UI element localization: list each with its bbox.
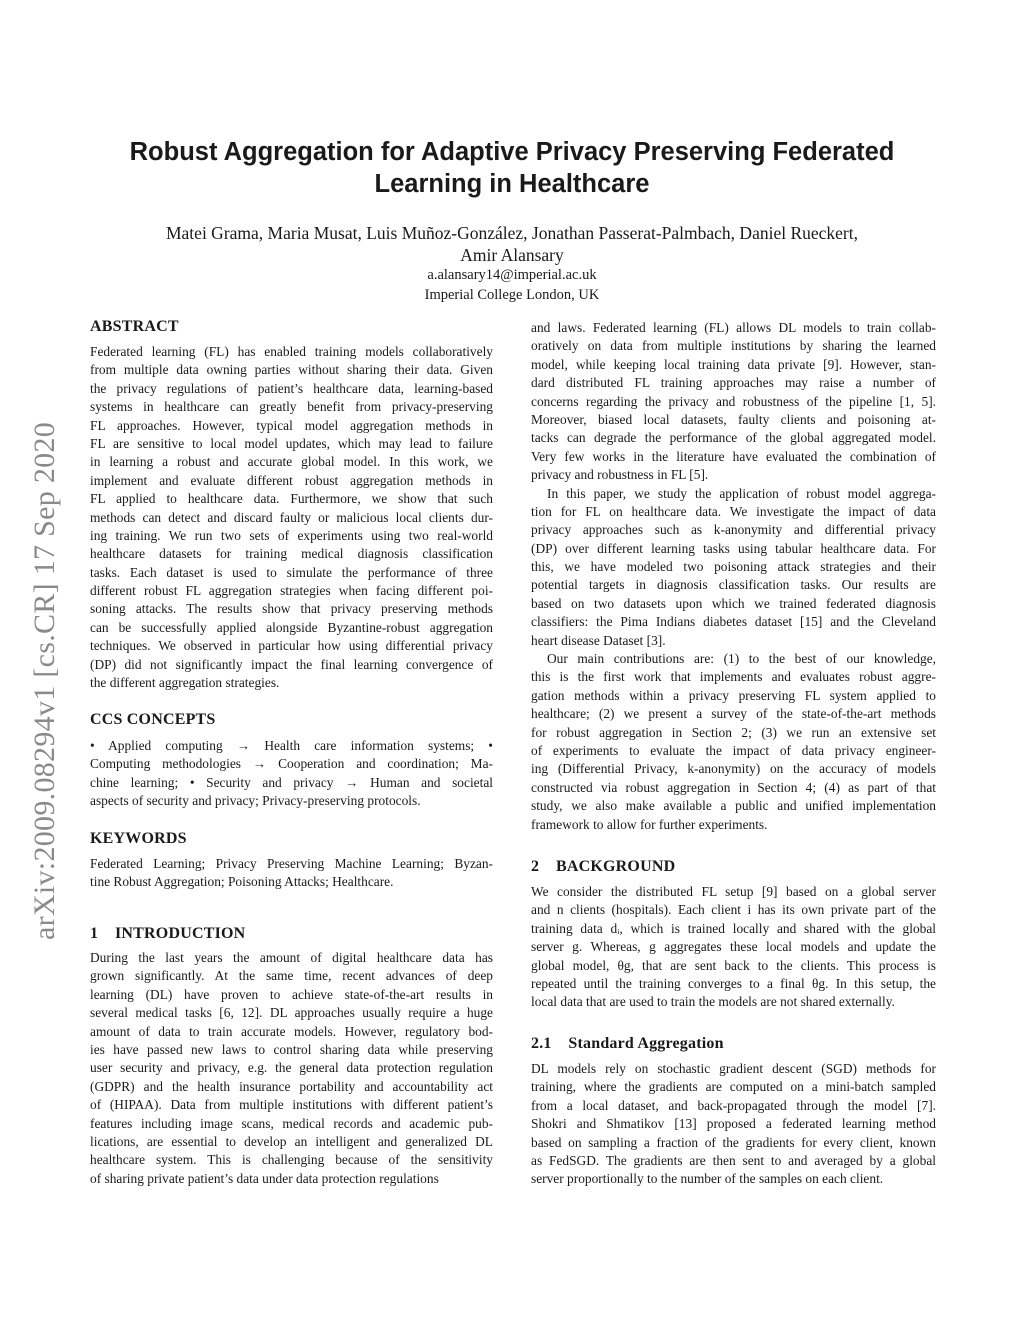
text-line: Computing methodologies → Cooperation and coordination; Ma- xyxy=(90,756,493,772)
text-line: oratively on data from multiple institutions by sharing the learned xyxy=(531,338,936,354)
text-line: gation methods within a privacy preserving FL system applied to xyxy=(531,687,936,703)
text-line: global model, θg, that are sent back to the clients. This process is xyxy=(531,957,936,973)
text-line: healthcare datasets for training medical diagnosis classification xyxy=(90,546,493,562)
text-line: dard distributed FL training approaches may raise a number of xyxy=(531,375,936,391)
text-line: chine learning; • Security and privacy → Human and societal xyxy=(90,774,493,790)
text-line: ing (Differential Privacy, k-anonymity) on the accuracy of models xyxy=(531,761,936,777)
keywords-heading: KEYWORDS xyxy=(90,830,187,847)
abstract-body xyxy=(90,343,493,692)
text-line: repeated until the training converges to a final θg. In this setup, the xyxy=(531,975,936,991)
standard-aggregation-heading: 2.1 Standard Aggregation xyxy=(531,1035,724,1052)
text-line: soning attacks. The results show that privacy preserving methods xyxy=(90,601,493,617)
text-line: aspects of security and privacy; Privacy-preserving protocols. xyxy=(90,793,421,809)
text-line: healthcare; (2) we present a survey of the state-of-the-art methods xyxy=(531,706,936,722)
text-line: this, we have modeled two poisoning attack strategies and their xyxy=(531,559,936,575)
text-line: the privacy regulations of patient’s healthcare data, learning-based xyxy=(90,380,493,396)
text-line: study, we also make available a public and unified implementation xyxy=(531,798,936,814)
text-line: (DP) did not significantly impact the final learning convergence of xyxy=(90,656,493,672)
text-line: several medical tasks [6, 12]. DL approaches usually require a huge xyxy=(90,1005,493,1021)
text-line: potential targets in diagnosis classification tasks. Our results are xyxy=(531,577,936,593)
text-line: In this paper, we study the application of robust model aggrega- xyxy=(547,485,936,501)
text-line: methods can detect and discard faulty or malicious local clients dur- xyxy=(90,509,493,525)
background-heading: 2 BACKGROUND xyxy=(531,858,676,875)
text-line: of experiments to evaluate the impact of data privacy engineer- xyxy=(531,742,936,758)
abstract-heading: ABSTRACT xyxy=(90,318,179,335)
author-list xyxy=(0,222,1024,266)
author-line: Matei Grama, Maria Musat, Luis Muñoz-González, Jonathan Passerat-Palmbach, Daniel Rueckert, xyxy=(165,223,858,243)
text-line: Very few works in the literature have evaluated the combination of xyxy=(531,448,936,464)
title-line: Robust Aggregation for Adaptive Privacy Preserving Federated xyxy=(129,138,895,166)
text-line: tion for FL on healthcare data. We investigate the impact of data xyxy=(531,503,936,519)
author-line: Amir Alansary xyxy=(460,245,564,265)
text-line: features including image scans, medical records and academic pub- xyxy=(90,1115,493,1131)
text-line: constructed via robust aggregation in Section 4; (4) as part of that xyxy=(531,779,936,795)
text-line: training, where the gradients are computed on a mini-batch sampled xyxy=(531,1079,936,1095)
text-line: During the last years the amount of digital healthcare data has xyxy=(90,950,493,965)
text-line: of (HIPAA). Data from multiple institutions with different patient’s xyxy=(90,1097,493,1113)
text-line: FL are sensitive to local model updates, which may lead to failure xyxy=(90,435,493,451)
keywords-body xyxy=(90,855,493,892)
text-line: user security and privacy, e.g. the general data protection regulation xyxy=(90,1060,493,1076)
text-line: the different aggregation strategies. xyxy=(90,675,280,691)
text-line: FL approaches. However, typical model aggregation methods in xyxy=(90,417,493,433)
introduction-body xyxy=(90,949,493,1188)
text-line: and laws. Federated learning (FL) allows DL models to train collab- xyxy=(531,320,936,335)
text-line: server g. Whereas, g aggregates these local models and update the xyxy=(531,939,936,955)
text-line: learning (DL) have proven to achieve state-of-the-art results in xyxy=(90,986,493,1002)
text-line: classifiers: the Pima Indians diabetes dataset [15] and the Cleveland xyxy=(531,614,936,630)
text-line: Federated learning (FL) has enabled training models collaboratively xyxy=(90,344,493,359)
text-line: • Applied computing → Health care information systems; • xyxy=(90,738,493,753)
text-line: privacy approaches such as k-anonymity and differential privacy xyxy=(531,522,936,538)
text-line: tacks can degrade the performance of the global aggregated model. xyxy=(531,430,936,446)
text-line: DL models rely on stochastic gradient descent (SGD) methods for xyxy=(531,1061,936,1076)
text-line: Our main contributions are: (1) to the best of our knowledge, xyxy=(547,651,936,667)
text-line: ing training. We run two sets of experiments using two real-world xyxy=(90,527,493,543)
text-line: from a local dataset, and back-propagated through the model [7]. xyxy=(531,1097,936,1113)
text-line: Shokri and Shmatikov [13] proposed a federated learning method xyxy=(531,1116,936,1132)
title-line: Learning in Healthcare xyxy=(374,170,650,198)
background-body xyxy=(531,883,936,1012)
text-line: model, while keeping local training data private [9]. However, stan- xyxy=(531,356,936,372)
text-line: of sharing private patient’s data under data protection regulations xyxy=(90,1170,439,1186)
text-line: amount of data to train accurate models. However, regulatory bod- xyxy=(90,1023,493,1039)
introduction-continued xyxy=(531,319,936,834)
text-line: lications, are essential to develop an intelligent and generalized DL xyxy=(90,1133,493,1149)
text-line: based on two datasets upon which we trained federated diagnosis xyxy=(531,595,936,611)
text-line: We consider the distributed FL setup [9] based on a global server xyxy=(531,884,936,899)
text-line: grown significantly. At the same time, recent advances of deep xyxy=(90,968,493,984)
ccs-body xyxy=(90,737,493,811)
ccs-heading: CCS CONCEPTS xyxy=(90,711,216,728)
text-line: implement and evaluate different robust aggregation methods in xyxy=(90,472,493,488)
text-line: Federated Learning; Privacy Preserving Machine Learning; Byzan- xyxy=(90,856,493,871)
text-line: concerns regarding the privacy and robustness of the pipeline [1, 5]. xyxy=(531,393,936,409)
text-line: Moreover, biased local datasets, faulty clients and poisoning at- xyxy=(531,411,936,427)
text-line: heart disease Dataset [3]. xyxy=(531,632,666,648)
text-line: tine Robust Aggregation; Poisoning Attacks; Healthcare. xyxy=(90,874,394,890)
text-line: based on sampling a fraction of the gradients for every client, known xyxy=(531,1134,936,1150)
text-line: FL applied to healthcare data. Furthermore, we show that such xyxy=(90,491,493,507)
text-line: (GDPR) and the health insurance portability and accountability act xyxy=(90,1078,493,1094)
text-line: techniques. We observed in particular how using differential privacy xyxy=(90,638,493,654)
text-line: in learning a robust and accurate global model. In this work, we xyxy=(90,454,493,470)
introduction-heading: 1 INTRODUCTION xyxy=(90,925,246,942)
text-line: privacy and robustness in FL [5]. xyxy=(531,467,709,483)
text-line: ies have passed new laws to control sharing data while preserving xyxy=(90,1041,493,1057)
text-line: as FedSGD. The gradients are then sent to and averaged by a global xyxy=(531,1152,936,1168)
text-line: framework to allow for further experiments. xyxy=(531,816,768,832)
standard-aggregation-body xyxy=(531,1060,936,1189)
text-line: healthcare system. This is challenging because of the sensitivity xyxy=(90,1152,493,1168)
text-line: training data dᵢ, which is trained locally and shared with the global xyxy=(531,920,936,936)
text-line: server proportionally to the number of the samples on each client. xyxy=(531,1171,884,1187)
text-line: different robust FL aggregation strategies when facing different poi- xyxy=(90,583,493,599)
text-line: tasks. Each dataset is used to simulate the performance of three xyxy=(90,564,493,580)
text-line: (DP) over different learning tasks using tabular healthcare data. For xyxy=(531,540,936,556)
author-email: a.alansary14@imperial.ac.uk xyxy=(427,267,597,283)
text-line: local data that are used to train the models are not shared externally. xyxy=(531,994,895,1010)
paper-title xyxy=(0,136,1024,200)
author-affiliation: Imperial College London, UK xyxy=(424,287,600,303)
text-line: from multiple data owning parties without sharing their data. Given xyxy=(90,362,493,378)
text-line: this is the first work that implements and evaluates robust aggre- xyxy=(531,669,936,685)
text-line: and n clients (hospitals). Each client i has its own private part of the xyxy=(531,902,936,918)
text-line: systems in healthcare can greatly benefit from privacy-preserving xyxy=(90,399,493,415)
text-line: can be successfully applied alongside Byzantine-robust aggregation xyxy=(90,619,493,635)
arxiv-identifier: arXiv:2009.08294v1 [cs.CR] 17 Sep 2020 xyxy=(28,421,61,940)
text-line: for robust aggregation in Section 2; (3) we run an extensive set xyxy=(531,724,936,740)
